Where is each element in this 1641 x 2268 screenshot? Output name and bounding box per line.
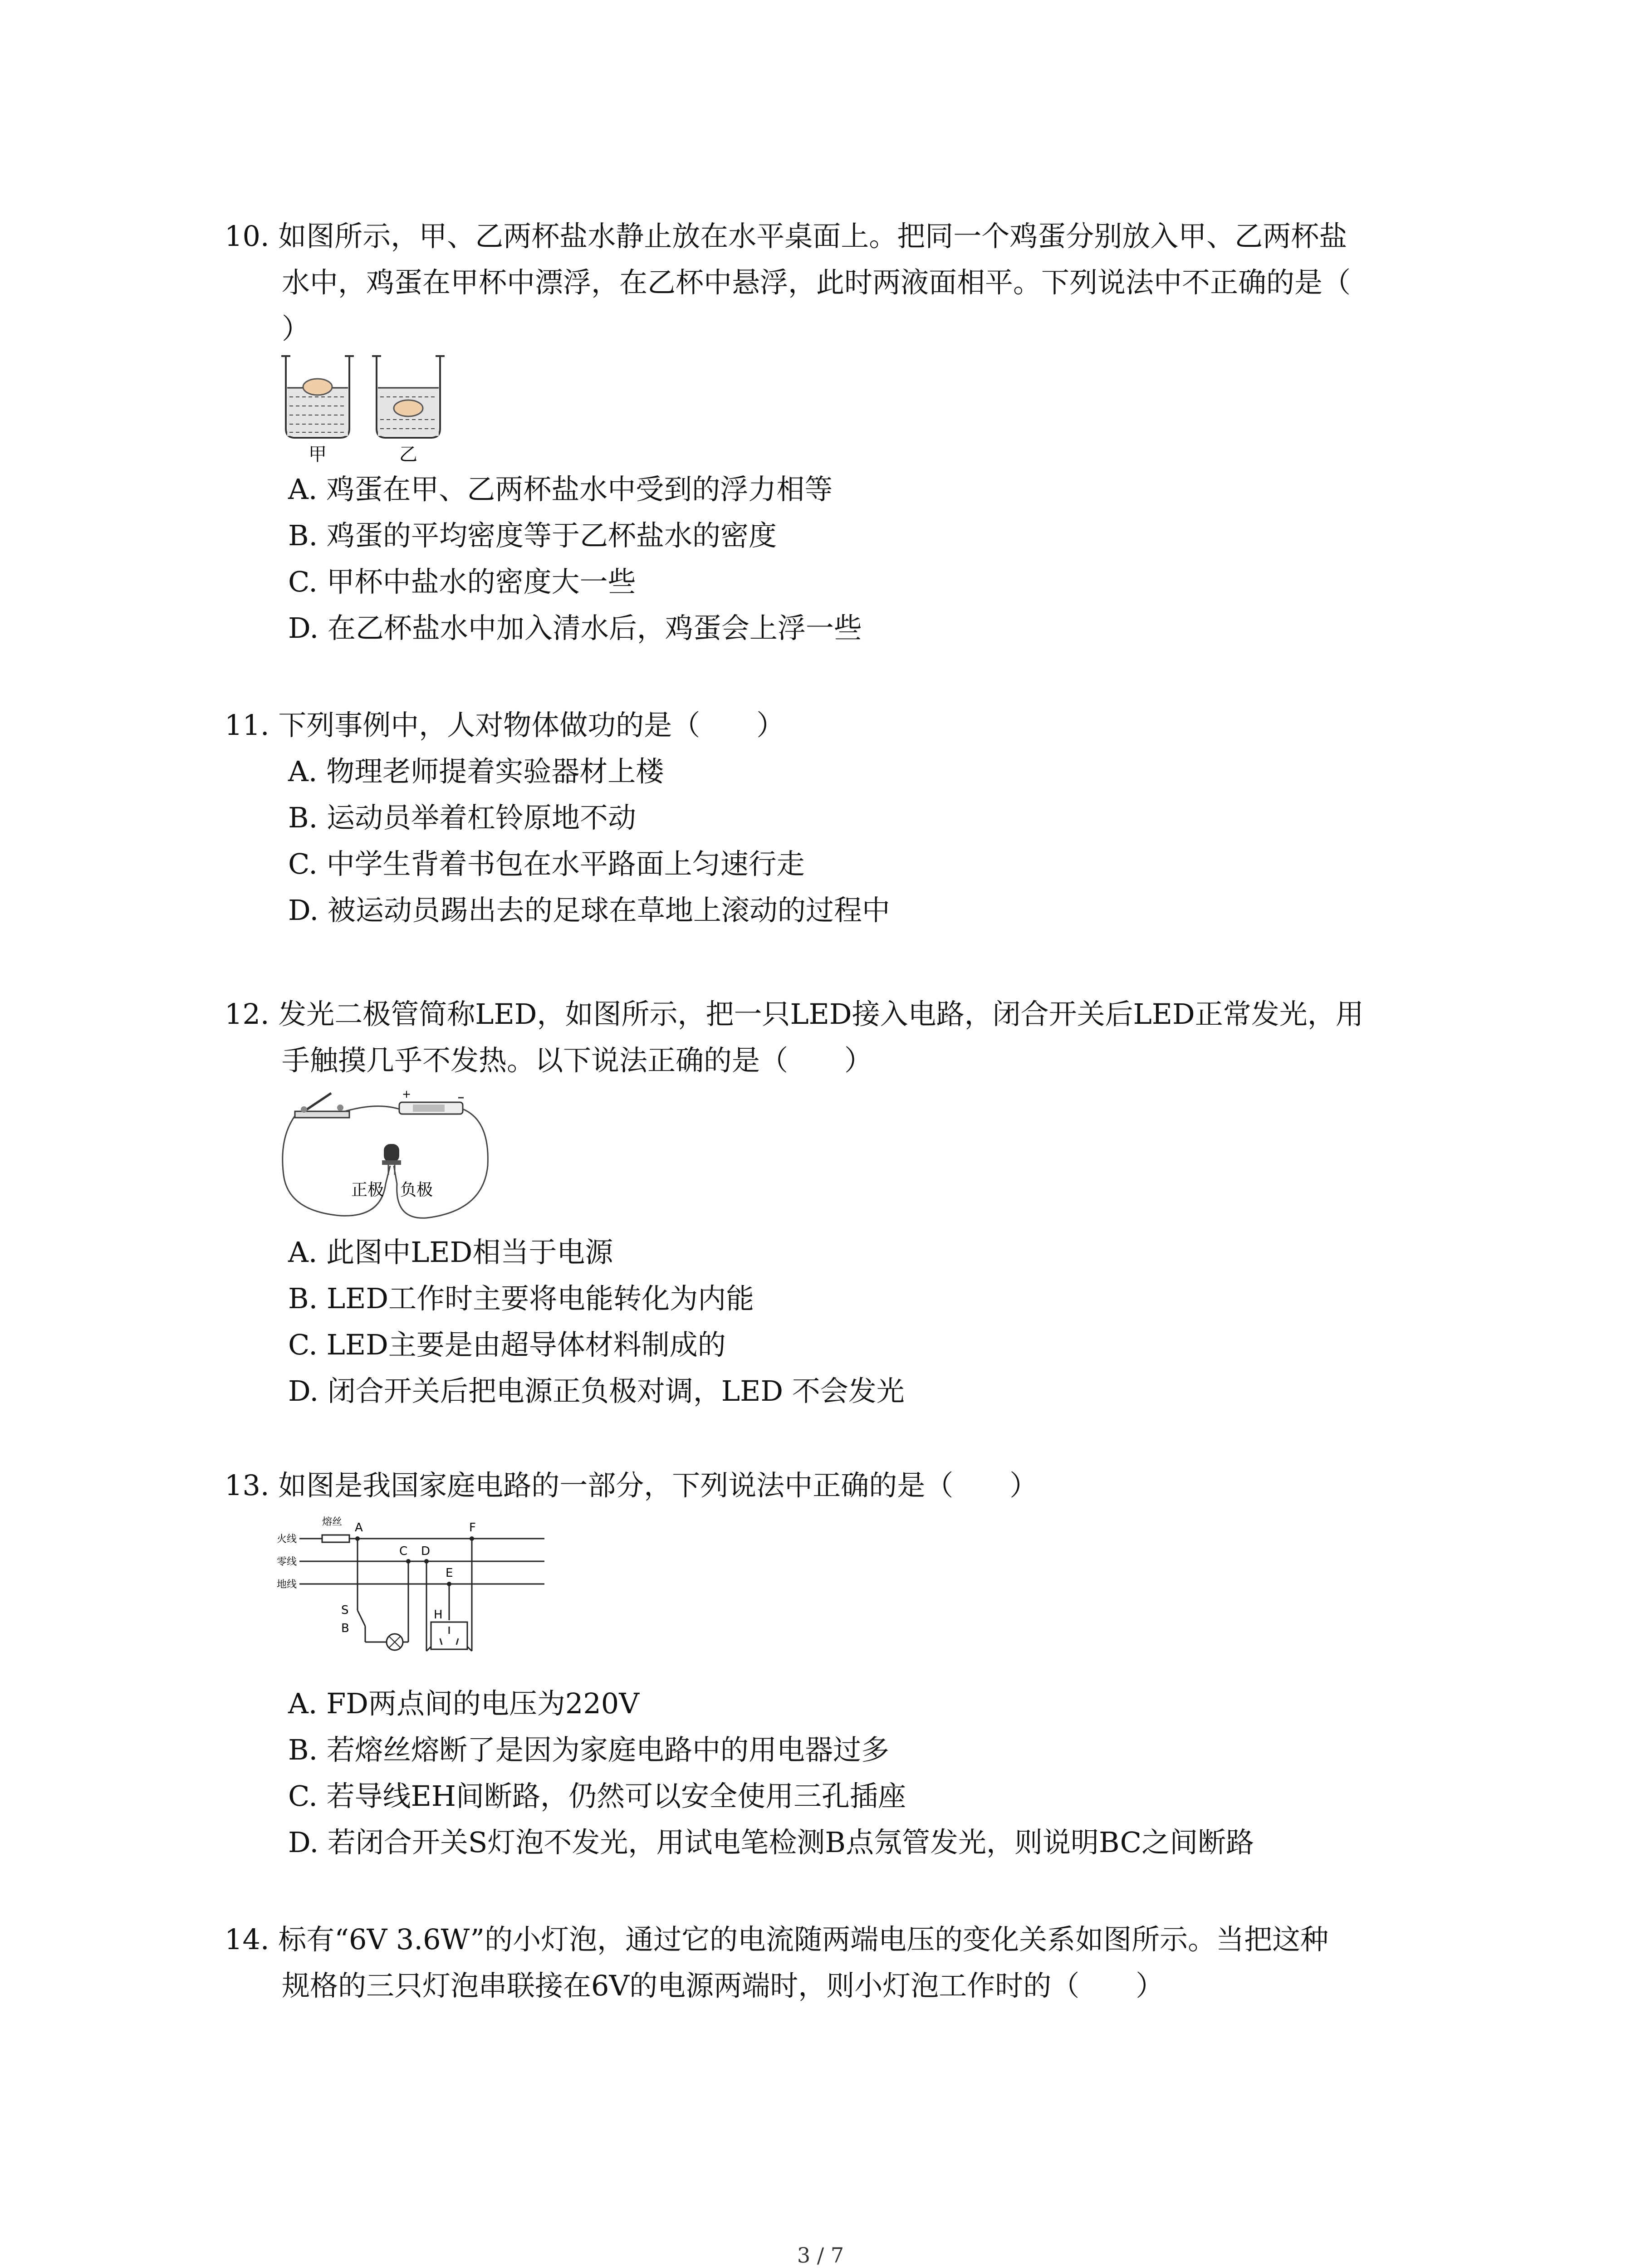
point-e-label: E <box>446 1566 453 1580</box>
question-stem-line: ） <box>282 312 310 345</box>
live-wire-label: 火线 <box>277 1534 297 1545</box>
beaker-label-jia: 甲 <box>309 444 327 465</box>
question-stem-line: 手触摸几乎不发热。以下说法正确的是（ ） <box>282 1044 873 1077</box>
question-10-options <box>225 466 1450 651</box>
option-b[interactable]: B. 若熔丝熔断了是因为家庭电路中的用电器过多 <box>288 1733 889 1766</box>
switch-s-label: S <box>341 1603 349 1617</box>
question-stem-line: 11. 下列事例中，人对物体做功的是（ ） <box>225 709 785 742</box>
egg-icon <box>303 379 332 395</box>
question-11 <box>225 702 1450 934</box>
switch-icon <box>295 1093 349 1118</box>
page-number: 3 / 7 <box>797 2243 844 2268</box>
battery-icon <box>399 1088 464 1114</box>
neutral-wire-label: 零线 <box>277 1556 297 1568</box>
option-a[interactable]: A. 此图中LED相当于电源 <box>288 1236 613 1269</box>
lamp-icon <box>387 1634 403 1650</box>
led-circuit-figure <box>277 1084 495 1229</box>
option-c[interactable]: C. 甲杯中盐水的密度大一些 <box>288 565 636 598</box>
beakers-figure <box>272 352 463 469</box>
svg-text:+: + <box>402 1088 411 1100</box>
question-stem-line: 13. 如图是我国家庭电路的一部分，下列说法中正确的是（ ） <box>225 1469 1038 1502</box>
option-c[interactable]: C. 中学生背着书包在水平路面上匀速行走 <box>288 847 805 880</box>
socket-icon <box>431 1622 467 1649</box>
question-13-options <box>225 1681 1450 1866</box>
question-stem-line: 12. 发光二极管简称LED，如图所示，把一只LED接入电路，闭合开关后LED正常发光，用 <box>225 997 1364 1031</box>
ground-wire-label: 地线 <box>277 1579 297 1590</box>
option-c[interactable]: C. LED主要是由超导体材料制成的 <box>288 1328 726 1361</box>
option-d[interactable]: D. 被运动员踢出去的足球在草地上滚动的过程中 <box>288 894 890 927</box>
egg-icon <box>394 400 423 416</box>
point-h-label: H <box>434 1608 443 1622</box>
option-c[interactable]: C. 若导线EH间断路，仍然可以安全使用三孔插座 <box>288 1779 906 1813</box>
point-d-label: D <box>421 1545 431 1558</box>
beaker-label-yi: 乙 <box>399 444 417 465</box>
option-d[interactable]: D. 若闭合开关S灯泡不发光，用试电笔检测B点氖管发光，则说明BC之间断路 <box>288 1826 1254 1859</box>
fuse-icon <box>322 1535 349 1542</box>
option-a[interactable]: A. 物理老师提着实验器材上楼 <box>288 755 664 788</box>
point-a-label: A <box>355 1521 363 1535</box>
led-negative-label: 负极 <box>400 1181 433 1199</box>
option-a[interactable]: A. 鸡蛋在甲、乙两杯盐水中受到的浮力相等 <box>288 473 833 506</box>
question-stem-line: 10. 如图所示，甲、乙两杯盐水静止放在水平桌面上。把同一个鸡蛋分别放入甲、乙两杯盐 <box>225 220 1347 253</box>
option-b[interactable]: B. 运动员举着杠铃原地不动 <box>288 801 636 834</box>
question-stem-line: 14. 标有“6V 3.6W”的小灯泡，通过它的电流随两端电压的变化关系如图所示。当把这种 <box>225 1923 1329 1956</box>
option-b[interactable]: B. LED工作时主要将电能转化为内能 <box>288 1282 754 1315</box>
beaker-yi <box>372 356 445 438</box>
question-13 <box>225 1462 1450 1509</box>
led-positive-label: 正极 <box>351 1181 384 1199</box>
point-c-label: C <box>399 1545 408 1558</box>
option-a[interactable]: A. FD两点间的电压为220V <box>288 1687 640 1720</box>
question-10 <box>225 213 1450 352</box>
beaker-jia <box>281 356 354 438</box>
switch-s-icon <box>358 1610 365 1626</box>
question-stem-line: 水中，鸡蛋在甲杯中漂浮，在乙杯中悬浮，此时两液面相平。下列说法中不正确的是（ <box>282 266 1351 299</box>
household-circuit-figure <box>277 1515 558 1656</box>
question-stem-line: 规格的三只灯泡串联接在6V的电源两端时，则小灯泡工作时的（ ） <box>282 1969 1164 2002</box>
question-12-options <box>225 1229 1450 1414</box>
point-f-label: F <box>469 1521 476 1535</box>
option-d[interactable]: D. 闭合开关后把电源正负极对调，LED 不会发光 <box>288 1374 905 1408</box>
led-icon <box>382 1144 401 1175</box>
point-b-label: B <box>341 1622 349 1635</box>
question-12 <box>225 991 1450 1084</box>
option-d[interactable]: D. 在乙杯盐水中加入清水后，鸡蛋会上浮一些 <box>288 611 862 645</box>
fuse-label: 熔丝 <box>322 1516 343 1528</box>
option-b[interactable]: B. 鸡蛋的平均密度等于乙杯盐水的密度 <box>288 519 777 552</box>
question-14 <box>225 1916 1450 2009</box>
